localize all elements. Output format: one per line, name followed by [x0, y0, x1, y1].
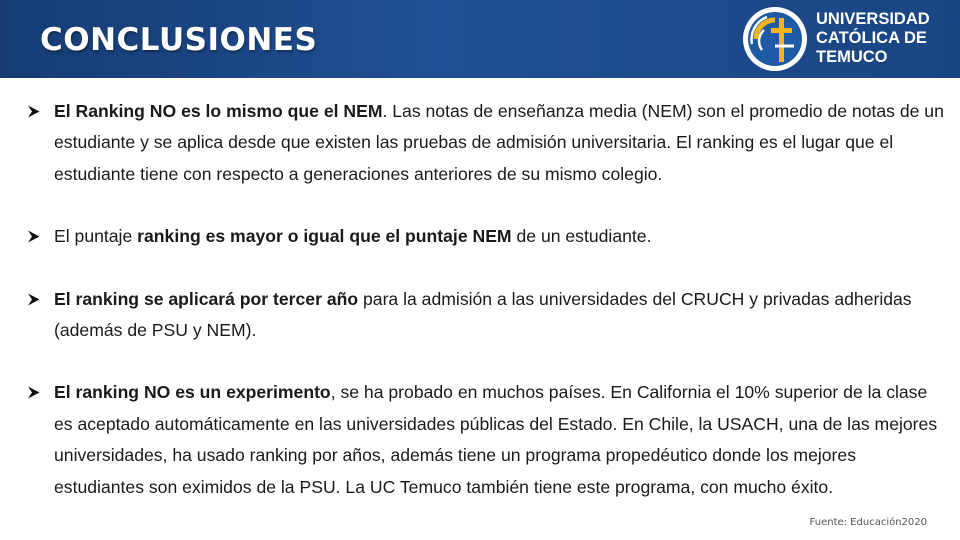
bullet-2-text: de un estudiante. — [511, 226, 652, 247]
bullet-3-text: para la admisión a las universidades del CRUCH y privadas adheridas (además de PSU y NEM). — [54, 288, 912, 341]
header-bar — [0, 0, 960, 78]
arrow-bullet-icon — [27, 293, 40, 306]
slide-title: CONCLUSIONES — [40, 22, 318, 58]
bullet-1-bold: El Ranking NO es lo mismo que el NEM — [54, 101, 383, 121]
logo-line-2: CATÓLICA DE — [816, 29, 927, 47]
bullet-item — [27, 221, 947, 252]
university-logo — [742, 4, 954, 74]
bullet-item — [27, 96, 947, 190]
bullet-3-bold: El ranking se aplicará por tercer año — [54, 288, 359, 309]
logo-line-1: UNIVERSIDAD — [816, 10, 930, 28]
arrow-bullet-icon — [27, 230, 40, 243]
bullet-list — [27, 96, 947, 503]
bullet-4-bold: El ranking NO es un experimento — [54, 382, 331, 403]
university-emblem-icon — [742, 6, 808, 72]
source-footnote: Fuente: Educación2020 — [809, 517, 927, 528]
bullet-2-lead: El puntaje — [54, 226, 138, 247]
bullet-item — [27, 284, 947, 347]
logo-wordmark — [816, 10, 930, 67]
arrow-bullet-icon — [27, 386, 40, 399]
bullet-item — [27, 377, 947, 503]
bullet-2-bold: ranking es mayor o igual que el puntaje NEM — [137, 226, 512, 247]
bullet-1-text: . Las notas de enseñanza media (NEM) son el promedio de notas de un estudiante y se aplica desde que existen las pruebas de admisión universitaria. El ranking es el lugar que el estudiante tiene con respecto a generaciones anteriores de su mismo colegio. — [54, 101, 944, 184]
logo-line-3: TEMUCO — [816, 48, 888, 66]
arrow-bullet-icon — [27, 105, 40, 118]
bullet-4-text: , se ha probado en muchos países. En California el 10% superior de la clase es aceptado automáticamente en las universidades públicas del Estado. En Chile, la USACH, una de las mejores universidades, ha usado ranking por años, además tiene un programa propedéutico donde los mejores estudiantes son eximidos de la PSU. La UC Temuco también tiene este programa, con mucho éxito. — [54, 382, 938, 497]
